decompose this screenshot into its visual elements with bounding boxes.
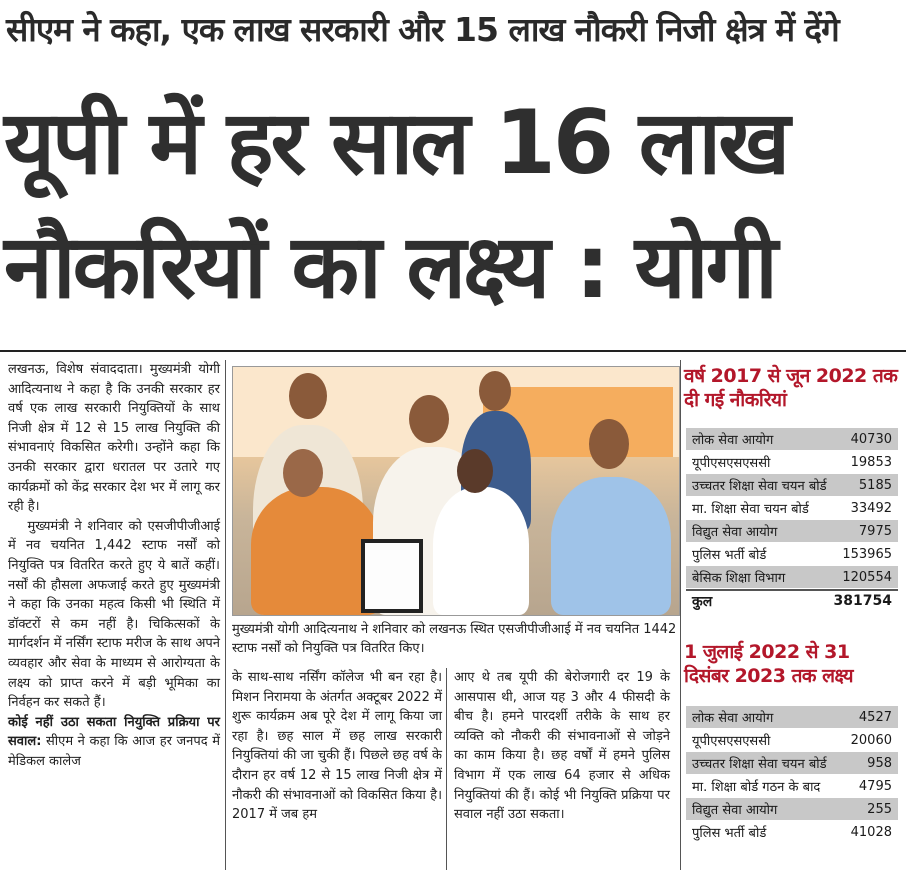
table-row — [686, 520, 898, 543]
jobs-table-2-title: 1 जुलाई 2022 से 31 दिसंबर 2023 तक लक्ष्य — [684, 641, 853, 687]
table-row — [686, 706, 898, 729]
table-row — [686, 775, 898, 798]
column-divider — [446, 668, 447, 870]
total-value: 381754 — [833, 593, 892, 609]
row-value: 41028 — [850, 824, 892, 840]
row-value: 5185 — [858, 477, 892, 493]
photo-person-1-head — [289, 373, 327, 419]
row-label: उच्चतर शिक्षा सेवा चयन बोर्ड — [692, 757, 827, 772]
row-label: बेसिक शिक्षा विभाग — [692, 571, 786, 586]
row-label: यूपीएसएसएससी — [692, 456, 771, 471]
table-row — [686, 497, 898, 520]
article-paragraph-5: आए थे तब यूपी की बेरोजगारी दर 19 के आसपास थी, आज यह 3 और 4 फीसदी के बीच है। हमने पारदर्शी तरीके के साथ हर व्यक्ति को नौकरी की संभावनाओं से जोड़ने का काम किया है। छह वर्षों में हमने पुलिस विभाग में एक लाख 64 हजार से अधिक नियुक्तियां की हैं। कोई भी नियुक्ति प्रक्रिया पर सवाल नहीं उठा सकता। — [454, 670, 670, 823]
main-headline-line-2: नौकरियों का लक्ष्य : योगी — [4, 215, 775, 318]
article-paragraph-1: लखनऊ, विशेष संवाददाता। मुख्यमंत्री योगी आदित्यनाथ ने कहा है कि उनकी सरकार हर वर्ष एक लाख सरकारी नियुक्तियों के साथ निजी क्षेत्र में 12 से 15 लाख नियुक्ति की संभावनाएं विकसित करेगी। उन्होंने कहा कि उनकी सरकार द्वारा धरातल पर उतारे गए कार्यक्रमों को केंद्र सरकार देश भर में लागू कर रही है। — [8, 362, 220, 515]
row-label: लोक सेवा आयोग — [692, 433, 774, 448]
jobs-table-2 — [686, 706, 898, 844]
row-value: 7975 — [858, 523, 892, 539]
headline-divider — [0, 350, 906, 352]
table-row — [686, 798, 898, 821]
row-value: 4795 — [858, 778, 892, 794]
table-row — [686, 752, 898, 775]
row-label: उच्चतर शिक्षा सेवा चयन बोर्ड — [692, 479, 827, 494]
photo-person-saffron-head — [283, 449, 323, 497]
photo-person-right — [551, 477, 671, 615]
row-value: 120554 — [842, 569, 892, 585]
row-value: 4527 — [858, 709, 892, 725]
row-value: 255 — [867, 801, 892, 817]
row-value: 958 — [867, 755, 892, 771]
row-label: मा. शिक्षा सेवा चयन बोर्ड — [692, 502, 809, 517]
photo-caption: मुख्यमंत्री योगी आदित्यनाथ ने शनिवार को लखनऊ स्थित एसजीपीजीआई में नव चयनित 1442 स्टाफ नर्सों को नियुक्ति पत्र वितरित किए। — [232, 622, 677, 656]
article-column-2 — [232, 668, 442, 825]
table-row — [686, 543, 898, 566]
jobs-table-1-header — [684, 364, 898, 412]
column-divider — [680, 360, 681, 870]
table-row — [686, 729, 898, 752]
row-label: यूपीएसएसएससी — [692, 734, 771, 749]
jobs-table-1-title: वर्ष 2017 से जून 2022 तक दी गई नौकरियां — [684, 365, 898, 411]
row-value: 40730 — [850, 431, 892, 447]
row-value: 33492 — [850, 500, 892, 516]
total-label: कुल — [692, 593, 713, 610]
photo-person-blue-head — [479, 371, 511, 411]
row-label: पुलिस भर्ती बोर्ड — [692, 548, 767, 563]
jobs-table-2-header — [684, 640, 898, 688]
table-row — [686, 428, 898, 451]
table-row — [686, 451, 898, 474]
row-value: 153965 — [842, 546, 892, 562]
jobs-table-1 — [686, 428, 898, 612]
photo-nurse-head — [457, 449, 493, 493]
photo-certificate — [361, 539, 423, 613]
table-row — [686, 821, 898, 844]
row-label: लोक सेवा आयोग — [692, 711, 774, 726]
article-column-3 — [454, 668, 670, 825]
photo-nurse — [433, 487, 529, 615]
photo-person-right-head — [589, 419, 629, 469]
main-headline-line-1: यूपी में हर साल 16 लाख — [4, 91, 788, 194]
row-label: पुलिस भर्ती बोर्ड — [692, 826, 767, 841]
article-paragraph-2: मुख्यमंत्री ने शनिवार को एसजीपीजीआई में नव चयनित 1,442 स्टाफ नर्सों को नियुक्ति पत्र वितरित करते हुए ये बातें कहीं। नर्सों की हौसला अफजाई करते हुए मुख्यमंत्री ने कहा कि उनका महत्व किसी भी स्थिति में डॉक्टरों से कम नहीं है। चिकित्सकों के मार्गदर्शन में नर्सिंग स्टाफ मरीज के साथ अपने व्यवहार और सेवा के माध्यम से आरोग्यता के लक्ष्य को प्राप्त करने में बड़ी भूमिका का निर्वहन कर सकते हैं। — [8, 518, 220, 711]
photo-person-white-head — [409, 395, 449, 443]
table-row — [686, 566, 898, 589]
row-value: 19853 — [850, 454, 892, 470]
row-label: विद्युत सेवा आयोग — [692, 525, 778, 540]
table-total-row — [686, 589, 898, 612]
article-paragraph-4: के साथ-साथ नर्सिंग कॉलेज भी बन रहा है। मिशन निरामया के अंतर्गत अक्टूबर 2022 में शुरू कार्यक्रम अब पूरे देश में लागू किया जा रहा है। छह साल में छह लाख सरकारी नियुक्तियां की जा चुकी हैं। पिछले छह वर्ष के दौरान हर वर्ष 12 से 15 लाख निजी क्षेत्र में नौकरी की संभावनाओं को विकसित किया है। 2017 में जब हम — [232, 670, 442, 823]
article-column-1 — [8, 360, 220, 771]
kicker-headline: सीएम ने कहा, एक लाख सरकारी और 15 लाख नौकरी निजी क्षेत्र में देंगे — [6, 10, 839, 49]
column-divider — [225, 360, 226, 870]
article-subheading: कोई नहीं उठा सकता नियुक्ति प्रक्रिया पर सवाल: — [8, 714, 220, 750]
article-paragraph-3: सीएम ने कहा कि आज हर जनपद में मेडिकल कालेज — [8, 734, 220, 769]
row-label: विद्युत सेवा आयोग — [692, 803, 778, 818]
news-photo — [232, 366, 680, 616]
row-value: 20060 — [850, 732, 892, 748]
table-row — [686, 474, 898, 497]
row-label: मा. शिक्षा बोर्ड गठन के बाद — [692, 780, 821, 795]
